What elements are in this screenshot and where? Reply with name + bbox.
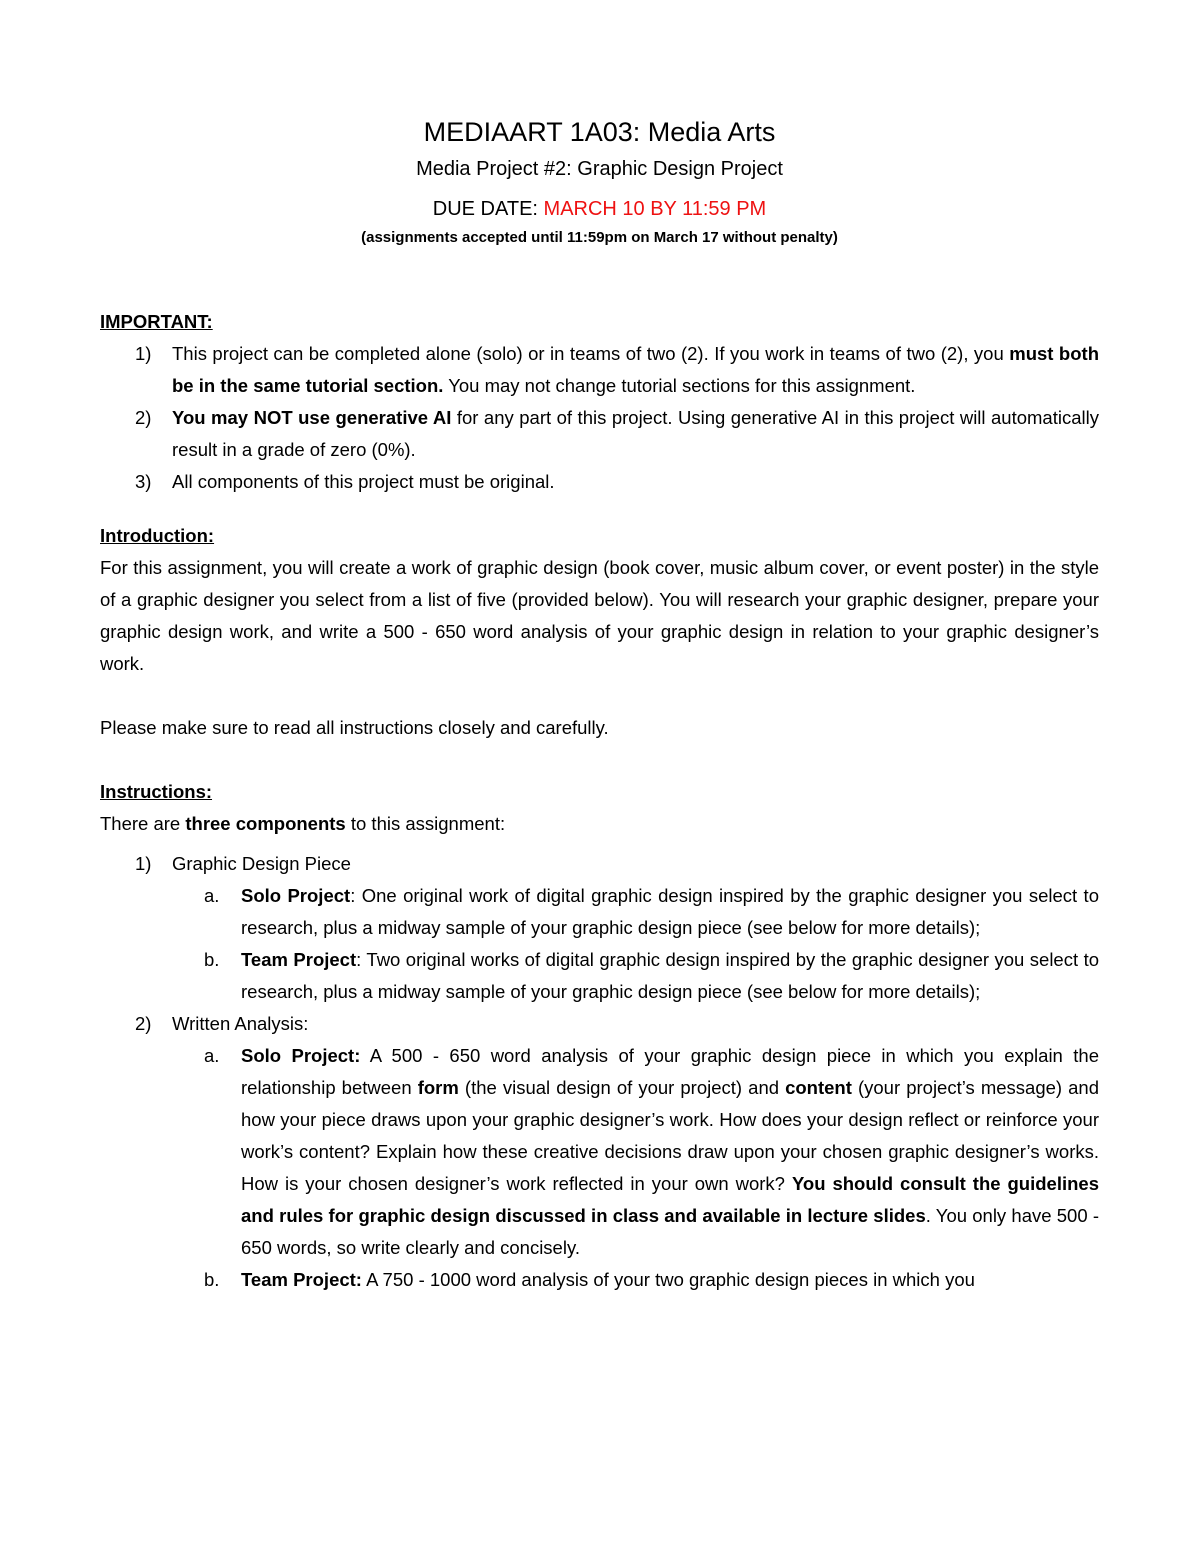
important-item-2: [100, 402, 1099, 466]
component-item-1: [100, 848, 1099, 880]
list-number: 1): [135, 853, 152, 874]
due-date-label: DUE DATE:: [432, 198, 538, 220]
instructions-lead: [100, 808, 1099, 840]
component-item-2: [100, 1008, 1099, 1040]
subitem-bold-text: Team Project: [241, 949, 357, 970]
content-bold-text: content: [785, 1077, 852, 1098]
due-date-value: MARCH 10 BY 11:59 PM: [543, 198, 767, 220]
list-letter: b.: [204, 1269, 220, 1290]
component-label: Written Analysis:: [172, 1013, 309, 1034]
lead-text: There are: [100, 813, 186, 834]
introduction-heading: Introduction:: [100, 525, 215, 546]
subitem-bold-text: Solo Project:: [241, 1045, 361, 1066]
subitem-text: (your project’s message) and how your piece draws upon your graphic designer’s work. How does your design reflect or reinforce your work’s content? Explain how these creative decisions draw upon your chosen graphic designer’s works. How is your chosen designer’s work reflected in your own work?: [241, 1077, 1099, 1194]
due-date-line: [100, 194, 1099, 224]
component-1-subitem-b: [100, 944, 1099, 1008]
consult-bold-text: You should consult the guidelines and rules for graphic design discussed in class and available in lecture slides: [241, 1173, 1099, 1226]
important-item-3: [100, 466, 1099, 498]
list-letter: b.: [204, 949, 220, 970]
item-text: This project can be completed alone (solo) or in teams of two (2). If you work in teams of two (2), you: [172, 343, 1010, 364]
list-letter: a.: [204, 885, 220, 906]
lead-bold-text: three components: [185, 813, 346, 834]
late-acceptance-note: (assignments accepted until 11:59pm on March 17 without penalty): [361, 229, 838, 246]
introduction-paragraph: For this assignment, you will create a work of graphic design (book cover, music album cover, or event poster) in the style of a graphic designer you select from a list of five (provided below). You will research your graphic designer, prepare your graphic design work, and write a 500 - 650 word analysis of your graphic design in relation to your graphic designer’s work.: [100, 557, 1099, 674]
item-text: All components of this project must be original.: [172, 471, 555, 492]
instructions-heading: Instructions:: [100, 781, 213, 802]
item-text: for any part of this project. Using generative AI in this project will automatically result in a grade of zero (0%).: [172, 407, 1099, 460]
subitem-text: A 500 - 650 word analysis of your graphic design piece in which you explain the relationship between: [241, 1045, 1099, 1098]
component-1-subitem-a: [100, 880, 1099, 944]
project-subtitle: Media Project #2: Graphic Design Project: [416, 158, 783, 180]
form-bold-text: form: [417, 1077, 459, 1098]
component-2-subitem-a: [100, 1040, 1099, 1264]
important-heading: IMPORTANT:: [100, 311, 213, 332]
list-number: 2): [135, 1013, 152, 1034]
item-bold-text: You may NOT use generative AI: [172, 407, 452, 428]
list-number: 3): [135, 471, 152, 492]
subitem-text: : Two original works of digital graphic design inspired by the graphic designer you select to research, plus a midway sample of your graphic design piece (see below for more details);: [241, 949, 1100, 1002]
important-item-1: [100, 338, 1099, 402]
course-title: MEDIAART 1A03: Media Arts: [423, 117, 776, 147]
list-number: 2): [135, 407, 152, 428]
subitem-text: (the visual design of your project) and: [458, 1077, 786, 1098]
subitem-text: : One original work of digital graphic design inspired by the graphic designer you select to research, plus a midway sample of your graphic design piece (see below for more details);: [241, 885, 1099, 938]
component-label: Graphic Design Piece: [172, 853, 351, 874]
subitem-bold-text: Solo Project: [241, 885, 351, 906]
paragraph-spacer: [100, 680, 1099, 712]
component-2-subitem-b: [100, 1264, 1099, 1296]
subitem-bold-text: Team Project:: [241, 1269, 362, 1290]
read-instructions-note: Please make sure to read all instructions closely and carefully.: [100, 717, 609, 738]
subitem-text: A 750 - 1000 word analysis of your two graphic design pieces in which you: [361, 1269, 975, 1290]
item-text: You may not change tutorial sections for this assignment.: [443, 375, 916, 396]
item-bold-text: must both be in the same tutorial section.: [172, 343, 1099, 396]
list-number: 1): [135, 343, 152, 364]
components-list: [100, 848, 1099, 1296]
subitem-text: . You only have 500 - 650 words, so write clearly and concisely.: [241, 1205, 1100, 1258]
list-letter: a.: [204, 1045, 220, 1066]
lead-text: to this assignment:: [345, 813, 506, 834]
document-content: [100, 112, 1099, 1296]
important-list: [100, 338, 1099, 498]
